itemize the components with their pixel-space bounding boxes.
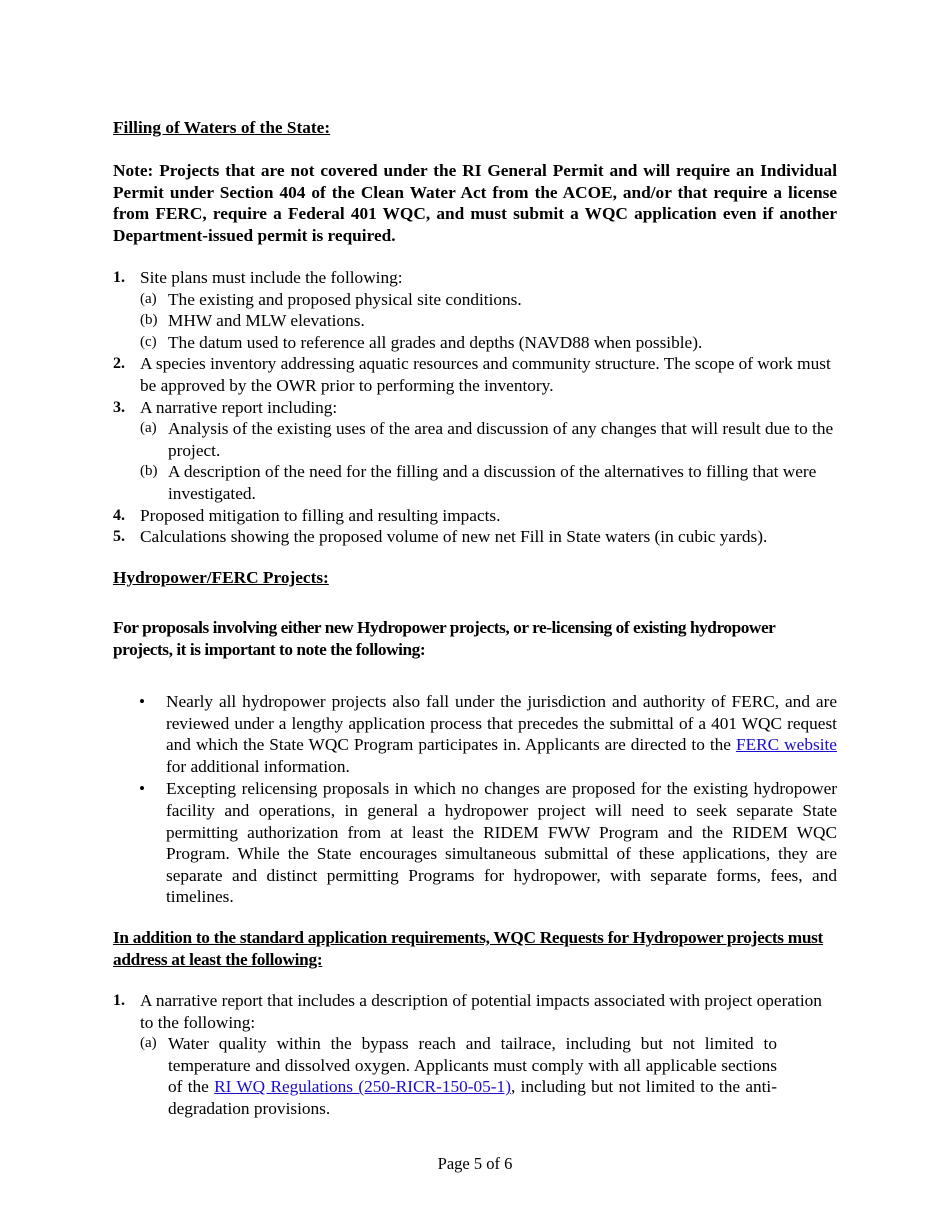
item-number: 5. — [113, 528, 125, 546]
bullet-text: Excepting relicensing proposals in which no changes are proposed for the existing hydropower facility and operations, in general a hydropower project will need to seek separate State permitting authorization from at least the RIDEM FWW Program and the RIDEM WQC Program. While the State encourages simultaneous submittal of these applications, they are separate and distinct permitting Programs for hydropower, with separate forms, fees, and timelines. — [166, 779, 837, 907]
item-number: 2. — [113, 355, 125, 373]
ferc-website-link[interactable]: FERC website — [735, 735, 837, 755]
item-number: 1. — [113, 269, 125, 286]
section-heading-filling: Filling of Waters of the State: — [113, 118, 331, 137]
item-text: A narrative report that includes a description of potential impacts associated with project operation to the following: — [140, 991, 822, 1032]
bullet-item — [113, 691, 837, 777]
sub-item-label: (b) — [140, 463, 158, 480]
section-heading-hydropower: Hydropower/FERC Projects: — [113, 568, 329, 587]
section-heading-wqc-requests: In addition to the standard application requirements, WQC Requests for Hydropower projects must address at least the following: — [113, 928, 824, 969]
page-number: Page 5 of 6 — [437, 1154, 513, 1173]
sub-item — [140, 289, 837, 311]
sub-item-text-after: , including but not limited to the anti-degradation provisions. — [168, 1077, 777, 1118]
wqc-requirements-list — [113, 990, 837, 1120]
item-text: Site plans must include the following: — [140, 268, 403, 287]
sub-item — [140, 418, 837, 461]
bullet-text: Nearly all hydropower projects also fall under the jurisdiction and authority of FERC, and are reviewed under a lengthy application process that precedes the submittal of a 401 WQC request and which the State WQC Program participates in. Applicants are directed to the — [166, 692, 837, 755]
bullet-icon: • — [139, 692, 146, 711]
list-item — [113, 397, 837, 505]
sub-item-text: MHW and MLW elevations. — [168, 311, 365, 331]
list-item — [113, 267, 837, 353]
note-paragraph: Note: Projects that are not covered under the RI General Permit and will require an Individual Permit under Section 404 of the Clean Water Act from the ACOE, and/or that require a license from FERC, require a Federal 401 WQC, and must submit a WQC application even if another Department-issued permit is required. — [113, 161, 837, 245]
item-text: A narrative report including: — [140, 397, 338, 417]
list-item — [113, 505, 837, 527]
list-item — [113, 990, 837, 1120]
bullet-icon: • — [139, 779, 146, 799]
sub-item-label: (a) — [140, 1035, 157, 1052]
sub-item-label: (a) — [140, 420, 157, 437]
sub-item — [140, 1033, 837, 1119]
sub-item-label: (c) — [140, 333, 157, 350]
item-number: 1. — [113, 992, 125, 1009]
list-item — [113, 353, 837, 396]
item-text: Proposed mitigation to filling and resulting impacts. — [140, 505, 501, 525]
sub-item-text: The datum used to reference all grades and depths (NAVD88 when possible). — [168, 332, 703, 352]
sub-item-text: The existing and proposed physical site conditions. — [168, 289, 522, 309]
sub-item-text: Water quality within the bypass reach and tailrace, including but not limited to temperature and dissolved oxygen. Applicants must comply with all applicable sections of the — [168, 1034, 777, 1097]
hydropower-bullets — [113, 691, 837, 908]
sub-item-text: Analysis of the existing uses of the area and discussion of any changes that will result due to the project. — [168, 419, 834, 460]
sub-item-label: (a) — [140, 290, 157, 307]
list-item — [113, 526, 837, 548]
bullet-text-after: for additional information. — [166, 756, 350, 776]
sub-item-text: A description of the need for the filling and a discussion of the alternatives to filling that were investigated. — [168, 462, 817, 503]
filling-requirements-list — [113, 267, 837, 548]
item-number: 3. — [113, 398, 125, 416]
sub-item-label: (b) — [140, 312, 158, 329]
sub-item — [140, 461, 837, 504]
item-text: Calculations showing the proposed volume of new net Fill in State waters (in cubic yards). — [140, 527, 768, 547]
bullet-item — [113, 778, 837, 908]
sub-item — [140, 310, 837, 332]
item-text: A species inventory addressing aquatic resources and community structure. The scope of work must be approved by the OWR prior to performing the inventory. — [140, 354, 831, 395]
ri-wq-regulations-link[interactable]: RI WQ Regulations (250-RICR-150-05-1) — [214, 1077, 511, 1097]
item-number: 4. — [113, 506, 125, 524]
hydropower-intro: For proposals involving either new Hydropower projects, or re-licensing of existing hydropower projects, it is important to note the following: — [113, 618, 776, 659]
sub-item — [140, 332, 837, 354]
